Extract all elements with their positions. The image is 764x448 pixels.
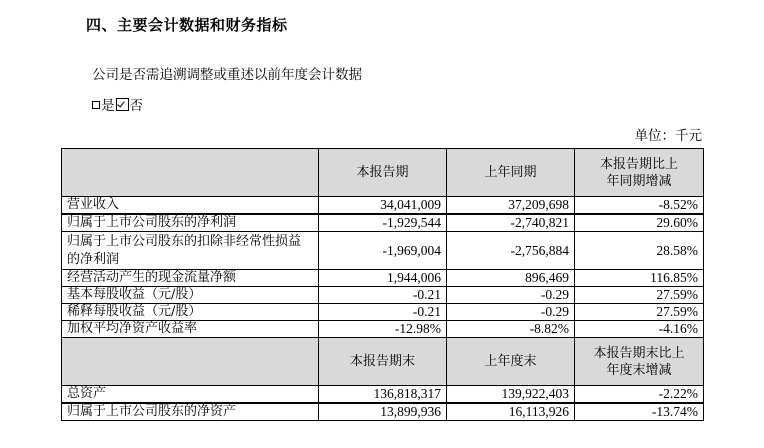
row-label: 总资产: [62, 386, 319, 404]
row-current-value: -1,929,544: [319, 214, 447, 232]
row-change-value: -2.22%: [575, 386, 704, 404]
table1-header-change: 本报告期比上年同期增减: [575, 149, 704, 197]
row-current-value: -0.21: [319, 304, 447, 321]
restatement-options: [92, 94, 143, 114]
table-row: [62, 386, 704, 404]
unit-label: 单位：千元: [634, 128, 702, 144]
table-row: [62, 403, 704, 421]
row-label: 归属于上市公司股东的扣除非经常性损益的净利润: [62, 232, 319, 270]
row-current-value: -1,969,004: [319, 232, 447, 270]
table1-header-blank: [62, 149, 319, 197]
row-previous-value: -8.82%: [447, 321, 575, 338]
row-label: 归属于上市公司股东的净资产: [62, 403, 319, 421]
row-change-value: -13.74%: [575, 403, 704, 421]
row-change-value: 27.59%: [575, 304, 704, 321]
table-row: [62, 214, 704, 232]
table2-header-current: 本报告期末: [319, 338, 447, 386]
restatement-question: 公司是否需追溯调整或重述以前年度会计数据: [92, 67, 362, 83]
row-previous-value: -2,740,821: [447, 214, 575, 232]
row-change-value: 116.85%: [575, 270, 704, 287]
table1-header-row: [62, 149, 704, 197]
row-change-value: 28.58%: [575, 232, 704, 270]
row-previous-value: 37,209,698: [447, 197, 575, 215]
option-no-label: 否: [129, 98, 143, 114]
table-row: [62, 321, 704, 338]
row-previous-value: -0.29: [447, 304, 575, 321]
row-previous-value: 139,922,403: [447, 386, 575, 404]
row-label: 基本每股收益（元/股）: [62, 287, 319, 304]
option-yes-label: 是: [101, 98, 115, 114]
row-label: 经营活动产生的现金流量净额: [62, 270, 319, 287]
table2-header-change: 本报告期末比上年度末增减: [575, 338, 704, 386]
checked-box-icon: [116, 98, 129, 111]
row-previous-value: 896,469: [447, 270, 575, 287]
table-row: [62, 270, 704, 287]
row-label: 营业收入: [62, 197, 319, 215]
row-previous-value: -2,756,884: [447, 232, 575, 270]
row-change-value: 29.60%: [575, 214, 704, 232]
row-current-value: -0.21: [319, 287, 447, 304]
row-current-value: 34,041,009: [319, 197, 447, 215]
financial-indicators-table: [61, 148, 704, 421]
row-label: 加权平均净资产收益率: [62, 321, 319, 338]
row-previous-value: -0.29: [447, 287, 575, 304]
row-label: 稀释每股收益（元/股）: [62, 304, 319, 321]
table2-header-blank: [62, 338, 319, 386]
row-current-value: -12.98%: [319, 321, 447, 338]
table1-header-current: 本报告期: [319, 149, 447, 197]
table-row: [62, 232, 704, 270]
row-label: 归属于上市公司股东的净利润: [62, 214, 319, 232]
table-row: [62, 304, 704, 321]
table2-header-row: [62, 338, 704, 386]
row-current-value: 1,944,006: [319, 270, 447, 287]
section-heading: 四、主要会计数据和财务指标: [86, 16, 288, 34]
row-current-value: 13,899,936: [319, 403, 447, 421]
row-previous-value: 16,113,926: [447, 403, 575, 421]
table-row: [62, 287, 704, 304]
row-change-value: -8.52%: [575, 197, 704, 215]
row-current-value: 136,818,317: [319, 386, 447, 404]
row-change-value: 27.59%: [575, 287, 704, 304]
row-change-value: -4.16%: [575, 321, 704, 338]
table1-header-previous: 上年同期: [447, 149, 575, 197]
table2-header-previous: 上年度末: [447, 338, 575, 386]
unchecked-box-icon: [92, 101, 100, 109]
table-row: [62, 197, 704, 215]
